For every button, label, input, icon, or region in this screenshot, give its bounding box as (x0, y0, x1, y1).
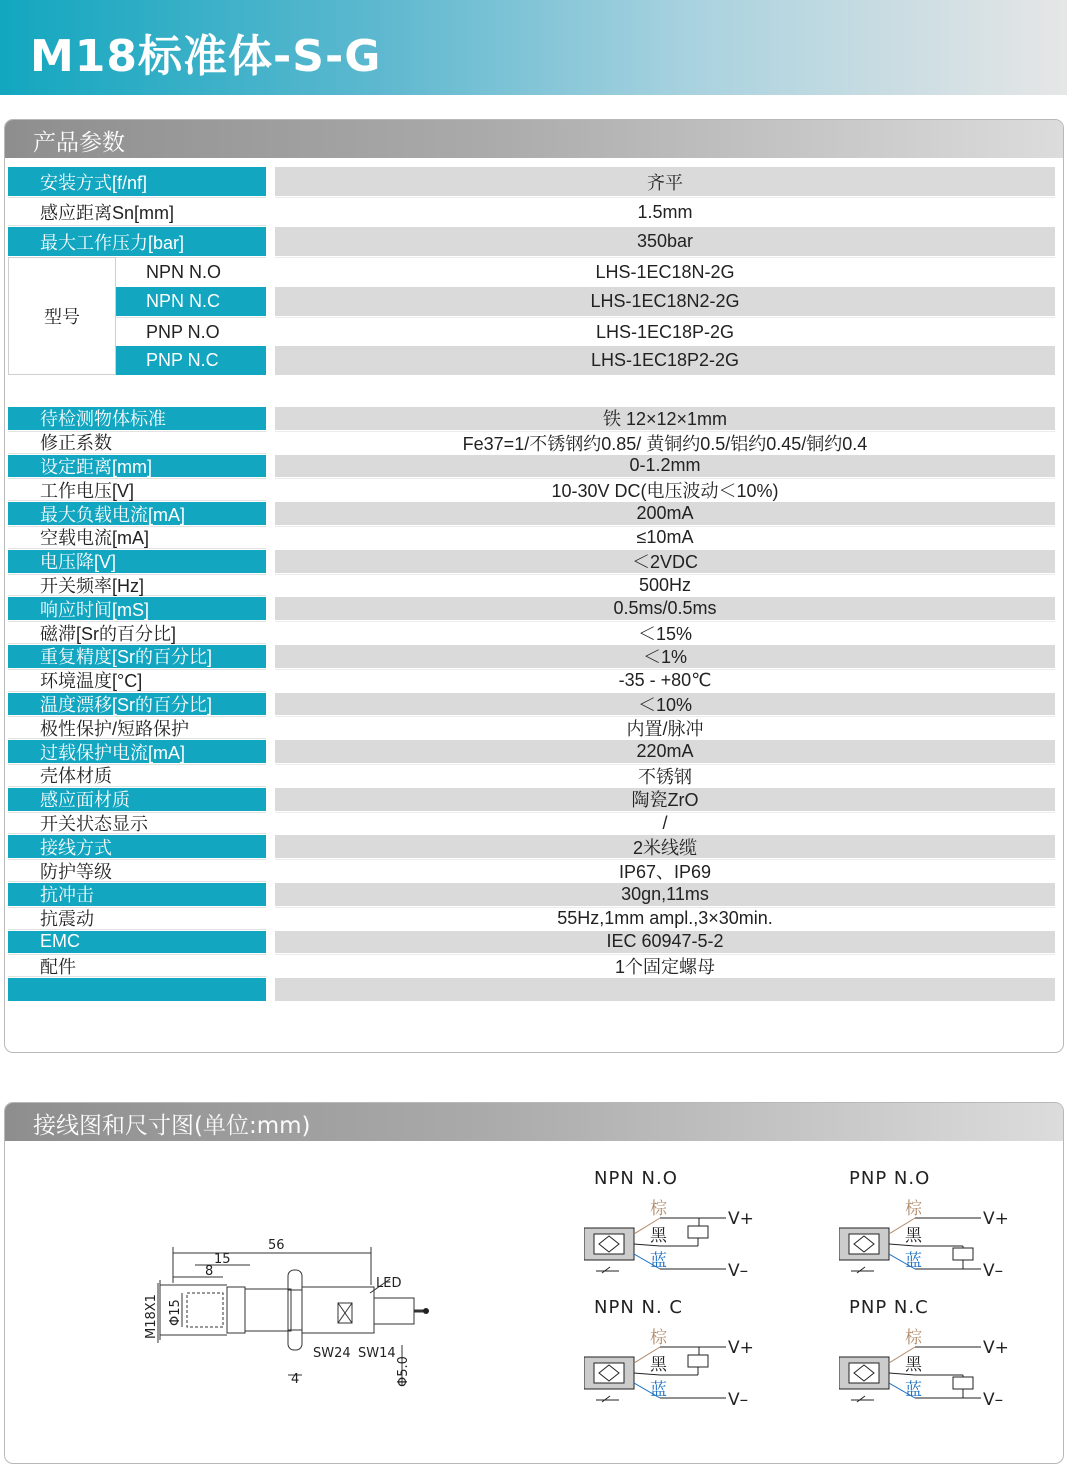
spec-value: IEC 60947-5-2 (275, 931, 1055, 954)
section-title (33, 1107, 311, 1140)
vplus-label: V+ (983, 1209, 1009, 1229)
spec-label: 最大负载电流[mA] (8, 502, 266, 525)
spec-label: 电压降[V] (8, 550, 266, 573)
spec-label: 磁滞[Sr的百分比] (8, 621, 266, 644)
black-wire-label: 黑 (650, 1355, 667, 1375)
spec-label: 感应距离Sn[mm] (8, 197, 266, 226)
spec-label: 响应时间[mS] (8, 597, 266, 620)
spec-value: 0.5ms/0.5ms (275, 597, 1055, 620)
brown-wire-label: 棕 (905, 1328, 922, 1348)
brown-wire-label: 棕 (650, 1199, 667, 1219)
wiring-diagram (839, 1196, 1019, 1291)
section-unit: (单位:mm) (194, 1113, 311, 1139)
spec-value: ＜10% (275, 693, 1055, 716)
wiring-diagram (584, 1196, 764, 1291)
blue-wire-label: 蓝 (650, 1380, 667, 1400)
dim-thread: 15 (214, 1252, 231, 1267)
dim-total: 56 (268, 1238, 285, 1253)
spec-value: ≤10mA (275, 526, 1055, 549)
section-header (5, 1103, 1063, 1141)
dim-led: LED (376, 1276, 402, 1291)
spec-label: 待检测物体标准 (8, 407, 266, 430)
spec-label: 重复精度[Sr的百分比] (8, 645, 266, 668)
wiring-diagram (584, 1325, 764, 1420)
spec-value: -35 - +80℃ (275, 669, 1055, 692)
section-title-text: 接线图和尺寸图 (33, 1113, 194, 1139)
spec-label: EMC (8, 931, 266, 954)
wiring-title: NPN N. C (594, 1297, 683, 1318)
dim-sw24: SW24 (313, 1346, 351, 1361)
blue-wire-label: 蓝 (905, 1380, 922, 1400)
dim-nut: 4 (291, 1372, 300, 1387)
spec-label: 感应面材质 (8, 788, 266, 811)
brown-wire-label: 棕 (650, 1328, 667, 1348)
model-label-text: 型号 (44, 307, 80, 327)
spec-label: 安装方式[f/nf] (8, 167, 266, 196)
model-type: NPN N.C (116, 287, 266, 316)
spec-label: 过载保护电流[mA] (8, 740, 266, 763)
spec-label: 抗冲击 (8, 883, 266, 906)
spec-label: 设定距离[mm] (8, 455, 266, 478)
spec-value: 10-30V DC(电压波动＜10%) (275, 478, 1055, 501)
dim-cable: Φ5.0 (396, 1356, 411, 1387)
spec-label: 配件 (8, 954, 266, 977)
model-number: LHS-1EC18N2-2G (275, 287, 1055, 316)
model-number: LHS-1EC18P2-2G (275, 346, 1055, 375)
dim-thread-size: M18X1 (144, 1294, 159, 1339)
spec-label: 极性保护/短路保护 (8, 716, 266, 739)
spec-value: ＜2VDC (275, 550, 1055, 573)
spec-value: Fe37=1/不锈钢约0.85/ 黄铜约0.5/铝约0.45/铜约0.4 (275, 431, 1055, 454)
spec-label: 壳体材质 (8, 764, 266, 787)
spec-value: 200mA (275, 502, 1055, 525)
model-type: PNP N.O (116, 317, 266, 346)
dimension-drawing (140, 1235, 440, 1395)
model-number: LHS-1EC18P-2G (275, 317, 1055, 346)
wiring-title: NPN N.O (594, 1168, 678, 1189)
black-wire-label: 黑 (905, 1355, 922, 1375)
spec-label: 温度漂移[Sr的百分比] (8, 693, 266, 716)
spec-value: 55Hz,1mm ampl.,3×30min. (275, 907, 1055, 930)
spec-value (275, 978, 1055, 1001)
spec-label: 开关频率[Hz] (8, 574, 266, 597)
spec-value: ＜15% (275, 621, 1055, 644)
vplus-label: V+ (728, 1338, 754, 1358)
spec-value: 500Hz (275, 574, 1055, 597)
spec-value: 齐平 (275, 167, 1055, 196)
model-type: NPN N.O (116, 257, 266, 286)
spec-label: 防护等级 (8, 859, 266, 882)
spec-value: 0-1.2mm (275, 455, 1055, 478)
spec-label: 抗震动 (8, 907, 266, 930)
section-title: 产品参数 (33, 130, 125, 156)
wiring-diagram (839, 1325, 1019, 1420)
spec-value: 2米线缆 (275, 835, 1055, 858)
spec-value: IP67、IP69 (275, 859, 1055, 882)
wiring-title: PNP N.C (849, 1297, 929, 1318)
blue-wire-label: 蓝 (650, 1251, 667, 1271)
vplus-label: V+ (983, 1338, 1009, 1358)
spec-label: 空载电流[mA] (8, 526, 266, 549)
blue-wire-label: 蓝 (905, 1251, 922, 1271)
dim-front: 8 (205, 1264, 214, 1279)
title-banner (0, 0, 1067, 95)
spec-label (8, 978, 266, 1001)
spec-label: 接线方式 (8, 835, 266, 858)
model-number: LHS-1EC18N-2G (275, 257, 1055, 286)
led-dot (423, 1308, 429, 1314)
spec-label: 修正系数 (8, 431, 266, 454)
black-wire-label: 黑 (905, 1226, 922, 1246)
wiring-title: PNP N.O (849, 1168, 931, 1189)
spec-label: 最大工作压力[bar] (8, 227, 266, 256)
vminus-label: V– (983, 1261, 1004, 1281)
spec-value: ＜1% (275, 645, 1055, 668)
vminus-label: V– (728, 1390, 749, 1410)
model-label (8, 257, 116, 375)
spec-value: 1个固定螺母 (275, 954, 1055, 977)
spec-value: 铁 12×12×1mm (275, 407, 1055, 430)
spec-value: 不锈钢 (275, 764, 1055, 787)
spec-value: 1.5mm (275, 197, 1055, 226)
section-header (5, 120, 1063, 158)
brown-wire-label: 棕 (905, 1199, 922, 1219)
spec-value: 内置/脉冲 (275, 716, 1055, 739)
spec-value: 350bar (275, 227, 1055, 256)
page-title: M18标准体-S-G (30, 31, 382, 82)
model-type: PNP N.C (116, 346, 266, 375)
vplus-label: V+ (728, 1209, 754, 1229)
spec-label: 环境温度[°C] (8, 669, 266, 692)
dim-inner-dia: Φ15 (168, 1299, 183, 1326)
spec-value: 30gn,11ms (275, 883, 1055, 906)
dim-sw14: SW14 (358, 1346, 396, 1361)
spec-value: 陶瓷ZrO (275, 788, 1055, 811)
spec-label: 工作电压[V] (8, 478, 266, 501)
spec-value: 220mA (275, 740, 1055, 763)
vminus-label: V– (728, 1261, 749, 1281)
spec-value: / (275, 812, 1055, 835)
vminus-label: V– (983, 1390, 1004, 1410)
black-wire-label: 黑 (650, 1226, 667, 1246)
spec-label: 开关状态显示 (8, 812, 266, 835)
